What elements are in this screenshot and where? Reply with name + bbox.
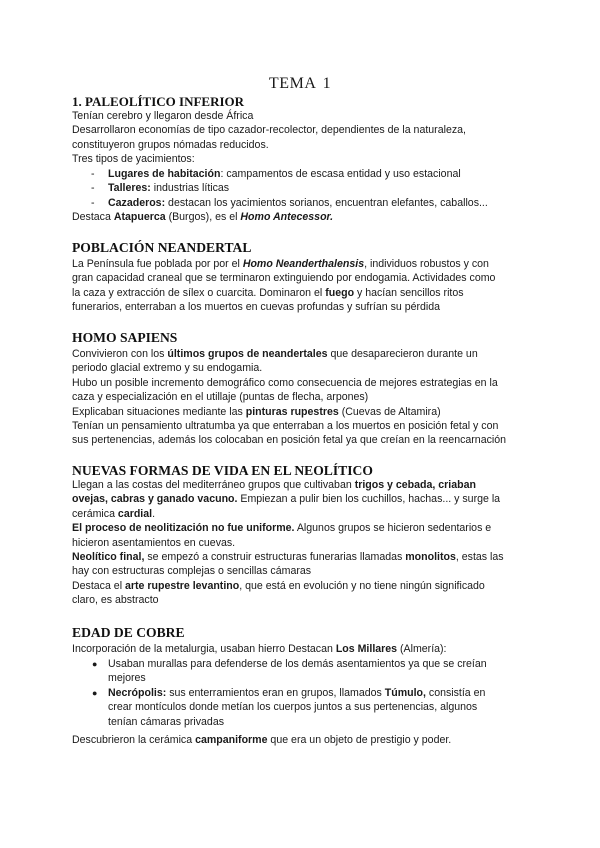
paragraph-cobre-ceramica: Descubrieron la cerámica campaniforme que era un objeto de prestigio y poder.	[72, 734, 452, 746]
section-heading-cobre: EDAD DE COBRE	[72, 625, 185, 640]
page-title: TEMA 1	[268, 75, 332, 92]
section-heading-neolitico: NUEVAS FORMAS DE VIDA EN EL NEOLÍTICO	[72, 463, 373, 478]
paragraph-neandertal: La Península fue poblada por por el Homo Neanderthalensis, individuos robustos y con gran capacidad craneal que se terminaron extinguiendo por endogamia. Actividades como la caza y extracción de sílex o cuarcita. Dominaron el fuego y hacían sencillos ritos funerarios, enterraban a los muertos en cuevas profundas y sufrían su pérdida	[72, 258, 496, 314]
bullet-icon: ●	[92, 687, 98, 698]
paragraph-sapiens: Convivieron con los últimos grupos de neandertales que desaparecieron durante un periodo glacial extremo y su endogamia. Hubo un posible incremento demográfico como consecuencia de mejores estrategias en la caza y especialización en el utillaje (puntas de flecha, arpones) Explicaban situaciones mediante las pinturas rupestres (Cuevas de Altamira) Tenían un pensamiento ultratumba ya que enterraban a los muertos en posición fetal y con sus pertenencias, además los colocaban en posición fetal ya que creían en la reencarnación	[72, 348, 507, 447]
list-item: - Talleres: industrias líticas	[91, 181, 488, 195]
yacimientos-list	[91, 167, 488, 210]
section-heading-neandertal: POBLACIÓN NEANDERTAL	[72, 240, 252, 255]
list-item: - Lugares de habitación: campamentos de escasa entidad y uso estacional	[91, 167, 488, 181]
list-item: ● Usaban murallas para defenderse de los demás asentamientos ya que se creían mejores	[92, 658, 487, 685]
paragraph-cobre-intro: Incorporación de la metalurgia, usaban hierro Destacan Los Millares (Almería):	[72, 643, 447, 655]
paragraph-paleolitico: Tenían cerebro y llegaron desde África Desarrollaron economías de tipo cazador-recolector, dependientes de la naturaleza, constituyeron grupos nómadas reducidos. Tres tipos de yacimientos:	[72, 110, 466, 166]
list-item: - Cazaderos: destacan los yacimientos sorianos, encuentran elefantes, caballos...	[91, 196, 488, 210]
paragraph-neolitico: Llegan a las costas del mediterráneo grupos que cultivaban trigos y cebada, criaban ovejas, cabras y ganado vacuno. Empiezan a pulir bien los cuchillos, hachas... y surge la cerámica cardial. El proceso de neolitización no fue uniforme. Algunos grupos se hicieron sedentarios e hicieron asentamientos en cuevas. Neolítico final, se empezó a construir estructuras funerarias llamadas monolitos, estas las hay con estructuras complejas o sencillas cámaras Destaca el arte rupestre levantino, que está en evolución y no tiene ningún significado claro, es abstracto	[72, 479, 504, 607]
section-heading-paleolitico: 1. PALEOLÍTICO INFERIOR	[72, 94, 245, 109]
cobre-bullet-list	[92, 657, 532, 729]
bullet-icon: ●	[92, 659, 98, 669]
paragraph-destaca-atapuerca: Destaca Atapuerca (Burgos), es el Homo Antecessor.	[72, 211, 334, 223]
section-heading-sapiens: HOMO SAPIENS	[72, 330, 178, 345]
list-item: ● Necrópolis: sus enterramientos eran en grupos, llamados Túmulo, consistía en crear montículos donde metían los cuerpos juntos a sus pertenencias, algunos tenían cámaras privadas	[92, 686, 486, 728]
